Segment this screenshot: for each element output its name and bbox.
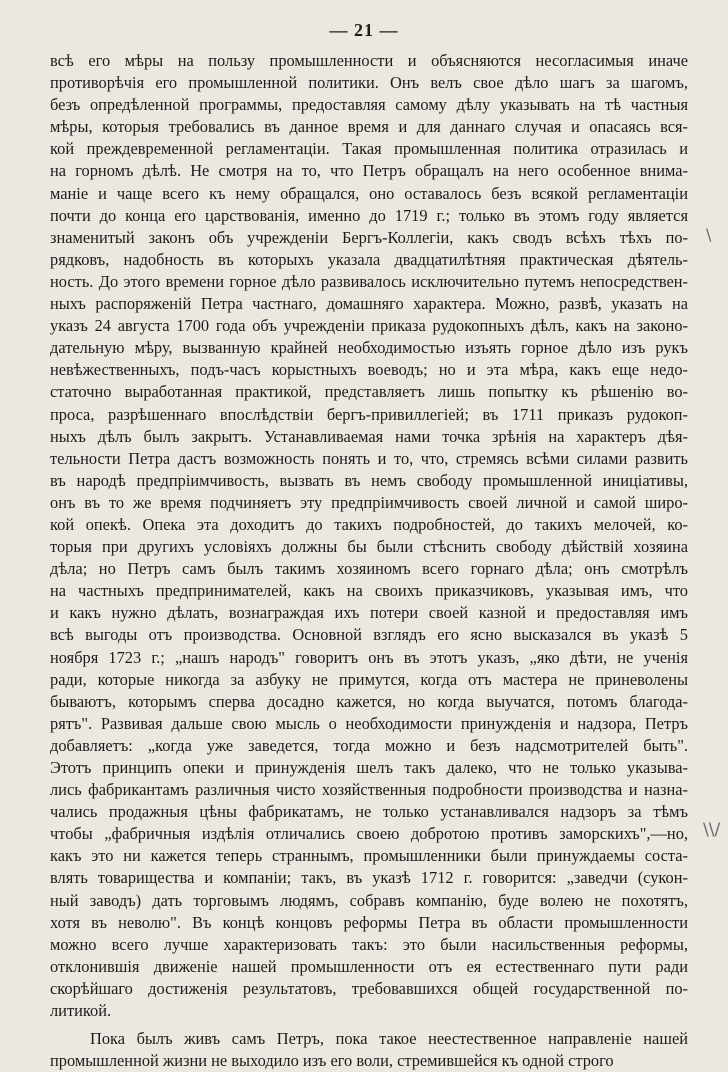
text-line: ныхъ распоряженій Петра частнаго, домашняго характера. Можно, развѣ, указать на [50, 294, 688, 314]
text-line: какъ это ни кажется теперь страннымъ, промышленники были принуждаемы соста- [50, 846, 688, 866]
text-line: рядковъ, надобность въ которыхъ указала двадцатилѣтняя практическая дѣятель- [50, 249, 688, 269]
text-line: лись фабрикантамъ различныя чисто хозяйственныя подробности производства и назна- [50, 780, 688, 800]
text-line: кой опекѣ. Опека эта доходитъ до такихъ подробностей, до такихъ мелочей, ко- [50, 514, 688, 534]
text-line: можно всего лучше характеризовать такъ: это были насильственныя реформы, [50, 934, 688, 954]
text-line: промышленной жизни не выходило изъ его воли, стремившейся къ одной строго [50, 1051, 614, 1071]
text-line: въ народѣ предпріимчивость, вызвать въ немъ свободу промышленной иниціативы, [50, 470, 688, 490]
text-line: рятъ". Развивая дальше свою мысль о необходимости принужденія и надзора, Петръ [50, 713, 688, 733]
paragraph-2 [50, 1028, 688, 1072]
text-line: кой преждевременной регламентаціи. Такая промышленная политика отразилась и [50, 139, 688, 159]
text-line: онъ въ то же время подчиняетъ эту предпріимчивость своей личной и самой широ- [50, 492, 688, 512]
text-line: чтобы „фабричныя издѣлія отличались своею добротою противъ заморскихъ",—но, [50, 824, 688, 844]
text-line: Этотъ принципъ опеки и принужденія шелъ такъ далеко, что не только указыва- [50, 758, 688, 777]
text-line: противорѣчія его промышленной политики. Онъ велъ свое дѣло шагъ за шагомъ, [50, 73, 688, 93]
text-line: ный заводъ) дать торговымъ людямъ, собравъ компанію, буде волею не похотятъ, [50, 890, 688, 910]
text-line: всѣ выгоды отъ производства. Основной взглядъ его ясно высказался въ указѣ 5 [50, 625, 688, 645]
text-line: статочно выработанная практикой, представляетъ лишь попытку къ рѣшенію во- [50, 382, 688, 402]
text-line: знаменитый законъ объ учрежденіи Бергъ-Коллегіи, какъ сводъ всѣхъ тѣхъ по- [50, 227, 688, 247]
text-line: ныхъ дѣлъ былъ закрытъ. Устанавливаемая нами точка зрѣнія на характеръ дѣя- [50, 426, 688, 446]
text-line: ради, которые никогда за азбуку не примутся, когда отъ мастера не приневолены [50, 669, 688, 689]
text-line: хотя въ неволю". Въ концѣ концовъ реформы Петра въ области промышленности [50, 912, 688, 932]
text-line: на горномъ дѣлѣ. Не смотря на то, что Петръ обращалъ на него особенное внима- [50, 161, 688, 181]
text-line: скорѣйшаго достиженія результатовъ, требовавшихся общей государственной по- [50, 978, 688, 998]
body-text [50, 50, 688, 1072]
text-line: и какъ нужно дѣлать, вознаграждая ихъ потери своей казной и предоставляя имъ [50, 603, 688, 623]
text-line: безъ опредѣленной программы, предоставляя самому дѣлу указывать на тѣ частныя [50, 95, 688, 115]
text-line: мѣры, которыя требовались въ данное время и для даннаго случая и опасаясь вся- [50, 117, 688, 137]
text-line: Пока былъ живъ самъ Петръ, пока такое неестественное направленіе нашей [90, 1029, 688, 1049]
text-line: на частныхъ предпринимателей, какъ на своихъ приказчиковъ, указывая имъ, что [50, 581, 688, 601]
text-line: указъ 24 августа 1700 года объ учрежденіи приказа рудокопныхъ дѣлъ, какъ на законо- [50, 316, 688, 336]
text-line: чались продажныя цѣны фабрикатамъ, не только устанавливался надзоръ за тѣмъ [50, 802, 688, 822]
text-line: всѣ его мѣры на пользу промышленности и объясняются несогласимыя иначе [50, 51, 688, 70]
text-line: литикой. [50, 1001, 112, 1021]
text-line: невѣжественныхъ, подъ-часъ корыстныхъ воеводъ; но и эта мѣра, какъ еще недо- [50, 360, 688, 380]
text-line: тельности Петра дастъ возможность понять и то, что, стремясь всѣми силами развить [50, 448, 688, 468]
text-line: маніе и чаще всего къ нему обращался, оно оставалось безъ всякой регламентаціи [50, 183, 688, 203]
text-line: проса, разрѣшеннаго впослѣдствіи бергъ-привиллегіей; въ 1711 приказъ рудокоп- [50, 404, 688, 424]
text-line: ноября 1723 г.; „нашъ народъ" говоритъ онъ въ этотъ указъ, „яко дѣти, не ученія [50, 647, 688, 667]
margin-annotation-mark: \ [706, 225, 712, 244]
text-line: дательную мѣру, вызванную крайней необходимостью изъять горное дѣло изъ рукъ [50, 338, 688, 358]
paragraph-1 [50, 50, 688, 1022]
text-line: ность. До этого времени горное дѣло развивалось исключительно путемъ непосредствен- [50, 271, 688, 291]
text-line: почти до конца его царствованія, именно до 1719 г.; только въ этомъ году является [50, 205, 688, 225]
text-line: дѣла; но Петръ самъ былъ такимъ хозяиномъ всего горнаго дѣла; онъ смотрѣлъ [50, 559, 688, 579]
text-line: отклонившія движеніе нашей промышленности отъ ея естественнаго пути ради [50, 956, 688, 976]
text-line: добавляетъ: „когда уже заведется, тогда можно и безъ надсмотрителей быть". [50, 735, 688, 755]
margin-annotation-mark: \\/ [703, 820, 721, 840]
page-number: — 21 — [329, 20, 399, 40]
text-line: торыя при другихъ условіяхъ должны бы были стѣснить свободу дѣйствій хозяина [50, 537, 688, 557]
text-line: влять товарищества и компаніи; такъ, въ указѣ 1712 г. говорится: „заведчи (сукон- [50, 868, 688, 888]
text-line: бываютъ, которымъ сперва досадно кажется, но когда выучатся, потомъ благода- [50, 691, 688, 711]
